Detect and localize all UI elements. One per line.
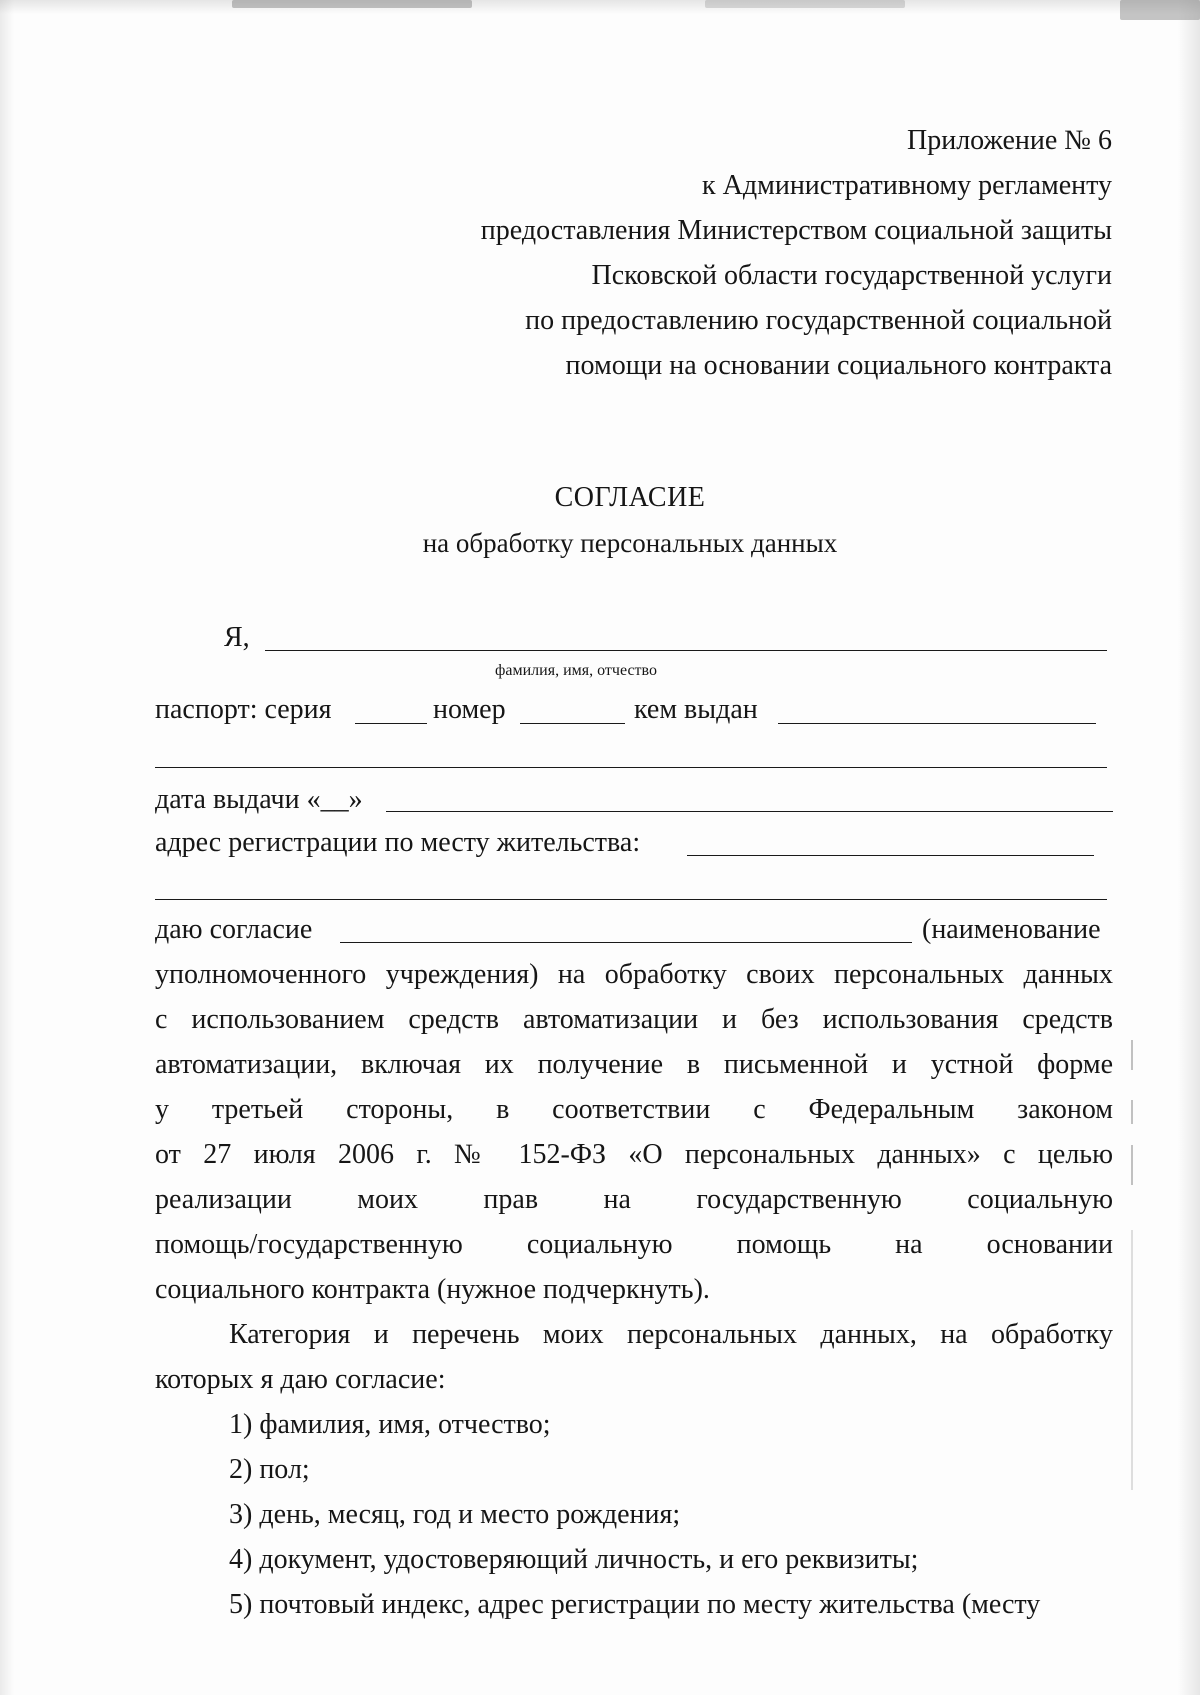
scan-margin-mark-2 (1131, 1100, 1133, 1124)
category-paragraph (155, 1312, 1113, 1402)
passport-series-field[interactable] (355, 723, 427, 724)
document-subtitle: на обработку персональных данных (422, 528, 838, 558)
consent-line: автоматизации, включая их получение в письменной и устной форме (155, 1049, 1113, 1080)
scan-smudge-top-left (232, 0, 472, 8)
scan-edge-right (1178, 0, 1200, 1695)
scan-edge-left (0, 0, 14, 1695)
i-label: Я, (224, 622, 250, 653)
consent-line: уполномоченного учреждения) на обработку своих персональных данных (155, 959, 1113, 990)
consent-label: даю согласие (155, 914, 313, 945)
issued-by-field[interactable] (778, 723, 1096, 724)
list-item: 2) пол; (229, 1454, 310, 1485)
list-item: 1) фамилия, имя, отчество; (229, 1409, 551, 1440)
consent-line: реализации моих прав на государственную социальную (155, 1184, 1113, 1215)
address-field[interactable] (687, 855, 1094, 856)
appendix-line-5: по предоставлению государственной социальной (525, 305, 1112, 336)
scan-margin-mark-4 (1131, 1230, 1133, 1490)
appendix-line-6: помощи на основании социального контракта (565, 350, 1112, 381)
passport-number-label: номер (433, 694, 506, 725)
passport-number-field[interactable] (520, 723, 625, 724)
address-label: адрес регистрации по месту жительства: (155, 827, 641, 858)
issue-date-label: дата выдачи «__» (155, 784, 363, 815)
consent-line: от 27 июля 2006 г. № 152-ФЗ «О персональных данных» с целью (155, 1139, 1113, 1170)
institution-field[interactable] (340, 942, 912, 943)
scan-margin-mark-1 (1131, 1040, 1133, 1070)
fio-hint: фамилия, имя, отчество (495, 662, 657, 679)
appendix-header (352, 118, 1112, 388)
appendix-line-4: Псковской области государственной услуги (591, 260, 1112, 291)
fio-field[interactable] (265, 650, 1107, 651)
scan-edge-top (0, 0, 1200, 14)
address-continuation-field[interactable] (155, 899, 1107, 900)
scan-smudge-top-center (705, 0, 905, 8)
appendix-line-2: к Административному регламенту (702, 170, 1112, 201)
list-item: 5) почтовый индекс, адрес регистрации по месту жительства (месту (229, 1589, 1041, 1620)
list-item: 3) день, месяц, год и место рождения; (229, 1499, 681, 1530)
institution-hint: (наименование (922, 914, 1101, 945)
issued-by-continuation-field[interactable] (155, 767, 1107, 768)
passport-series-label: паспорт: серия (155, 694, 332, 725)
scan-margin-mark-3 (1131, 1145, 1133, 1185)
consent-line: у третьей стороны, в соответствии с Федеральным законом (155, 1094, 1113, 1125)
issue-date-field[interactable] (386, 811, 1113, 812)
consent-paragraph (155, 952, 1113, 1312)
category-line: которых я даю согласие: (155, 1364, 446, 1395)
document-title: СОГЛАСИЕ (554, 482, 706, 513)
consent-line: социального контракта (нужное подчеркнуть). (155, 1274, 710, 1305)
consent-line: помощь/государственную социальную помощь на основании (155, 1229, 1113, 1260)
category-line: Категория и перечень моих персональных данных, на обработку (229, 1319, 1113, 1350)
issued-by-label: кем выдан (634, 694, 758, 725)
personal-data-list (229, 1402, 1119, 1627)
consent-line: с использованием средств автоматизации и без использования средств (155, 1004, 1113, 1035)
appendix-line-3: предоставления Министерством социальной защиты (480, 215, 1112, 246)
list-item: 4) документ, удостоверяющий личность, и его реквизиты; (229, 1544, 919, 1575)
appendix-number: Приложение № 6 (907, 125, 1112, 156)
